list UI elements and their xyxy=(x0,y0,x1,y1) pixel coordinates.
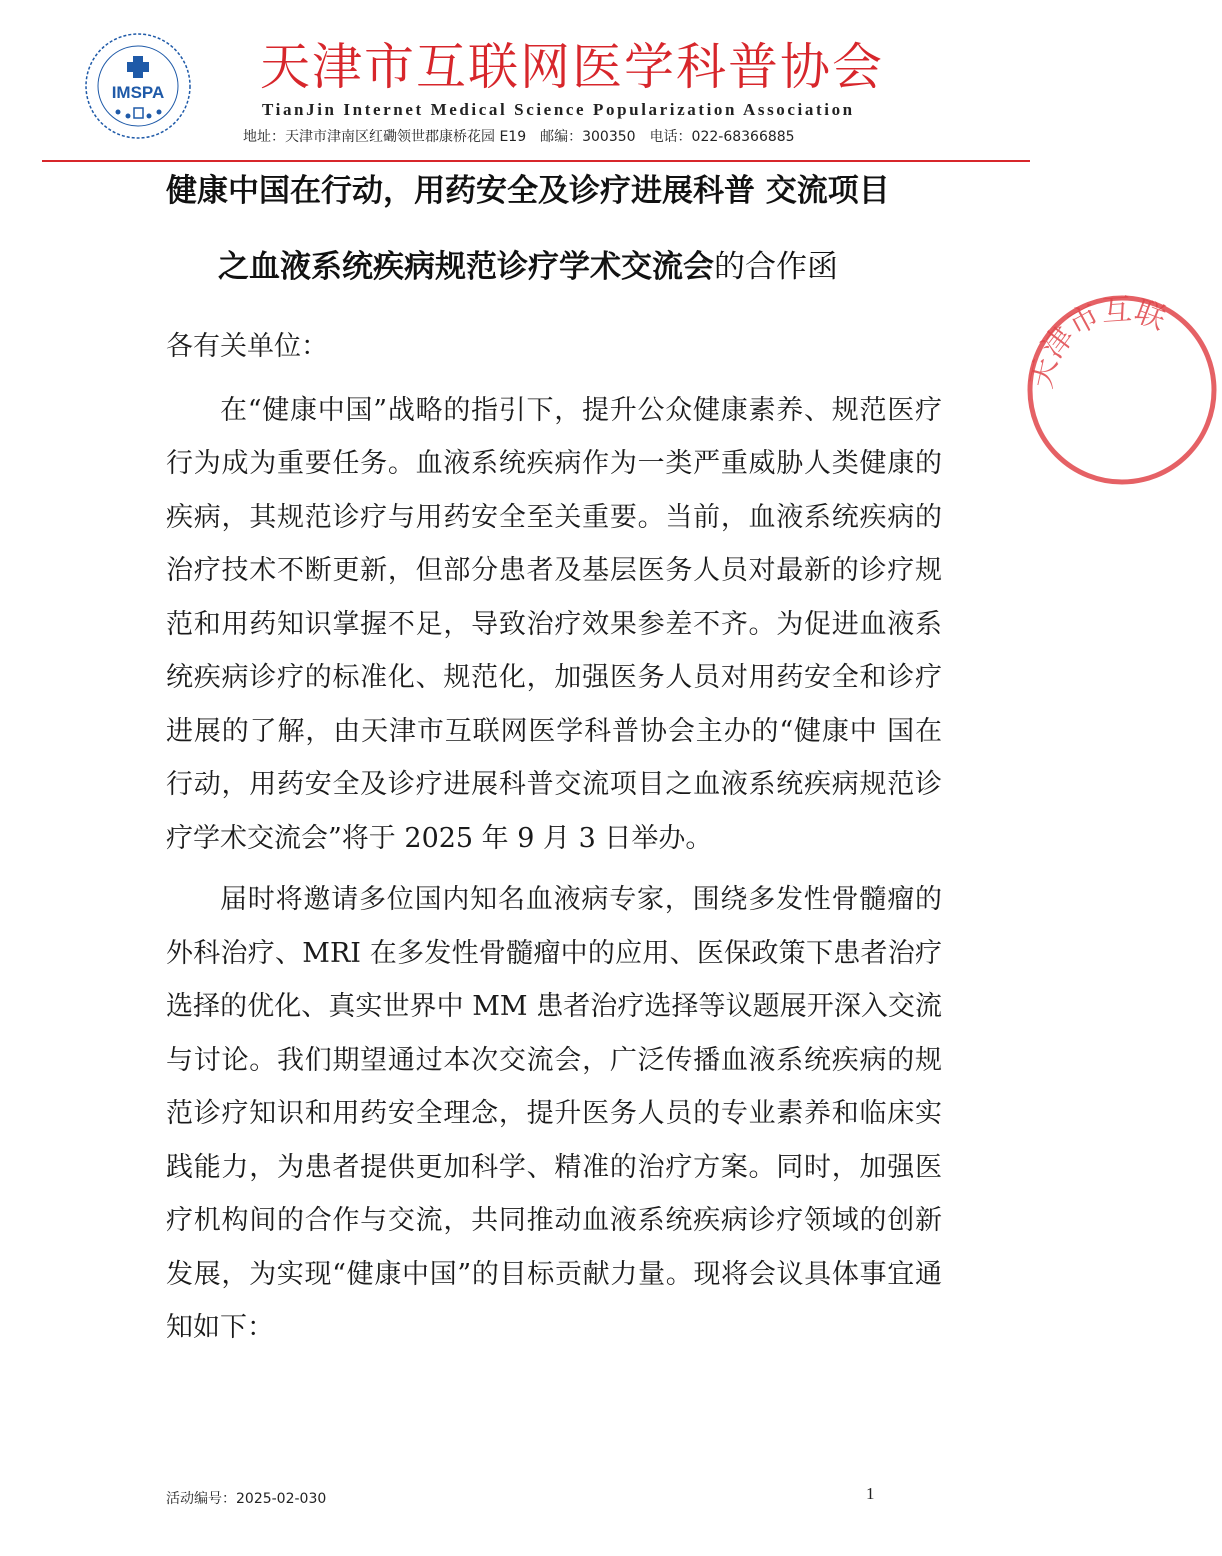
title-bold-part: 之血液系统疾病规范诊疗学术交流会 xyxy=(218,249,714,285)
postcode: 邮编：300350 xyxy=(540,129,636,145)
letter-body xyxy=(166,320,942,1355)
activity-code: 活动编号：2025-02-030 xyxy=(166,1491,327,1507)
phone: 电话：022-68366885 xyxy=(649,129,795,145)
salutation: 各有关单位： xyxy=(166,331,328,362)
official-seal-stamp xyxy=(1022,290,1222,490)
svg-text:天津市互联: 天津市互联 xyxy=(1024,292,1171,392)
title-normal-part: 的合作函 xyxy=(714,249,838,285)
page-number: 1 xyxy=(866,1484,875,1503)
org-name-cn: 天津市互联网医学科普协会 xyxy=(260,38,884,96)
svg-text:IMSPA: IMSPA xyxy=(111,83,165,102)
document-title-line-1: 健康中国在行动，用药安全及诊疗进展科普 交流项目 xyxy=(166,173,890,209)
paragraph-2: 届时将邀请多位国内知名血液病专家，围绕多发性骨髓瘤的外科治疗、MRI 在多发性骨髓瘤中的应用、医保政策下患者治疗选择的优化、真实世界中 MM 患者治疗选择等议题展开深入交流与讨论。我们期望通过本次交流会，广泛传播血液系统疾病的规范诊疗知识和用药安全理念，提升医务人员的专业素养和临床实践能力，为患者提供更加科学、精准的治疗方案。同时，加强医疗机构间的合作与交流，共同推动血液系统疾病诊疗领域的创新发展，为实现“健康中国”的目标贡献力量。现将会议具体事宜通知如下： xyxy=(166,884,942,1343)
letterhead-divider xyxy=(42,160,1030,162)
org-contact-line xyxy=(243,126,809,146)
document-title-line-2 xyxy=(218,249,838,285)
org-name-en: TianJin Internet Medical Science Popularization Association xyxy=(262,100,855,119)
association-logo xyxy=(82,30,194,142)
address: 地址：天津市津南区红磡领世郡康桥花园 E19 xyxy=(243,129,527,145)
paragraph-1: 在“健康中国”战略的指引下，提升公众健康素养、规范医疗行为成为重要任务。血液系统疾病作为一类严重威胁人类健康的疾病，其规范诊疗与用药安全至关重要。当前，血液系统疾病的治疗技术不断更新，但部分患者及基层医务人员对最新的诊疗规范和用药知识掌握不足，导致治疗效果参差不齐。为促进血液系统疾病诊疗的标准化、规范化，加强医务人员对用药安全和诊疗进展的了解，由天津市互联网医学科普协会主办的“健康中 国在行动，用药安全及诊疗进展科普交流项目之血液系统疾病规范诊疗学术交流会”将于 2025 年 9 月 3 日举办。 xyxy=(166,394,942,854)
